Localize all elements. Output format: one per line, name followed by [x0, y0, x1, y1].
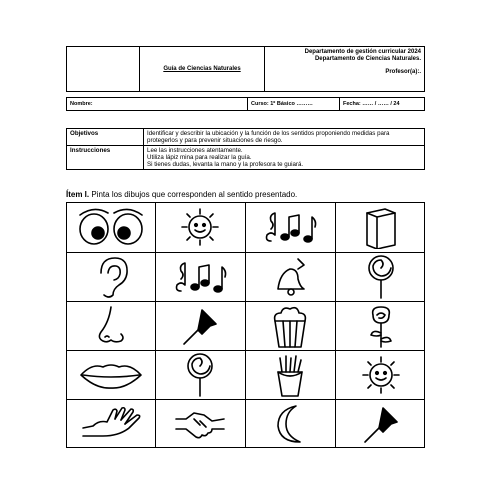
- option-cell[interactable]: [245, 351, 335, 399]
- column-divider: [245, 351, 246, 399]
- table-row: [67, 252, 424, 301]
- ear-icon: [91, 255, 131, 299]
- option-cell[interactable]: [335, 253, 426, 301]
- option-cell[interactable]: [335, 302, 426, 350]
- hand-icon: [79, 406, 143, 442]
- sense-cell: [67, 400, 155, 448]
- item-title: [66, 190, 297, 199]
- column-divider: [155, 203, 156, 252]
- column-divider: [155, 400, 156, 448]
- instruction-line-1: Lee las instrucciones atentamente.: [147, 147, 243, 154]
- column-divider: [245, 253, 246, 301]
- nose-icon: [91, 304, 131, 348]
- lips-icon: [78, 359, 144, 391]
- column-divider: [245, 302, 246, 350]
- pushpin-icon: [361, 404, 401, 444]
- course-field[interactable]: Curso: 1º Básico ………: [248, 98, 340, 111]
- instructions-label: Instrucciones: [67, 146, 144, 170]
- objectives-table: [66, 128, 425, 170]
- teacher-label: Profesor(a):.: [385, 69, 421, 75]
- column-divider: [335, 302, 336, 350]
- sense-cell: [67, 253, 155, 301]
- picture-grid: [66, 202, 425, 448]
- name-field[interactable]: Nombre:: [67, 98, 248, 111]
- table-row: [67, 350, 424, 399]
- school-logo-cell: [67, 47, 140, 92]
- instruction-line-2: Utiliza lápiz mina para realizar la guía.: [147, 154, 252, 161]
- sense-cell: [67, 203, 155, 251]
- instruction-line-3: Si tienes dudas, levanta la mano y la profesora te guiará.: [147, 161, 304, 168]
- lollipop-icon: [182, 352, 218, 398]
- option-cell[interactable]: [155, 203, 245, 251]
- column-divider: [155, 302, 156, 350]
- sun-icon: [176, 205, 224, 249]
- eyes-icon: [76, 207, 146, 247]
- option-cell[interactable]: [155, 302, 245, 350]
- column-divider: [155, 351, 156, 399]
- rose-icon: [363, 303, 399, 349]
- instructions-text: [144, 146, 425, 170]
- lollipop-icon: [363, 254, 399, 300]
- option-cell[interactable]: [335, 400, 426, 448]
- column-divider: [335, 400, 336, 448]
- option-cell[interactable]: [155, 351, 245, 399]
- table-row: [67, 399, 424, 448]
- column-divider: [335, 351, 336, 399]
- student-info-table: [66, 97, 425, 111]
- option-cell[interactable]: [335, 203, 426, 251]
- book-icon: [361, 205, 401, 249]
- popcorn-icon: [267, 303, 313, 349]
- table-row: [67, 203, 424, 252]
- option-cell[interactable]: [155, 253, 245, 301]
- column-divider: [335, 203, 336, 252]
- column-divider: [335, 253, 336, 301]
- guide-title: Guía de Ciencias Naturales: [140, 47, 265, 92]
- option-cell[interactable]: [155, 400, 245, 448]
- handshake-icon: [172, 405, 228, 443]
- moon-icon: [270, 402, 310, 446]
- sense-cell: [67, 302, 155, 350]
- sun-icon: [357, 353, 405, 397]
- music-notes-icon: [261, 207, 319, 247]
- department-info: [265, 47, 425, 92]
- header-table: [66, 46, 425, 92]
- option-cell[interactable]: [245, 253, 335, 301]
- item-number: Ítem I.: [66, 190, 90, 199]
- column-divider: [245, 400, 246, 448]
- music-notes-icon: [171, 257, 229, 297]
- department-line-2: Departamento de Ciencias Naturales.: [314, 56, 421, 62]
- item-instruction: Pinta los dibujos que corresponden al sentido presentado.: [91, 190, 298, 199]
- pushpin-icon: [180, 306, 220, 346]
- date-field[interactable]: Fecha: …… / …… / 24: [340, 98, 425, 111]
- option-cell[interactable]: [245, 302, 335, 350]
- option-cell[interactable]: [335, 351, 426, 399]
- objectives-label: Objetivos: [67, 129, 144, 146]
- option-cell[interactable]: [245, 400, 335, 448]
- table-row: [67, 301, 424, 350]
- column-divider: [245, 203, 246, 252]
- sense-cell: [67, 351, 155, 399]
- french-fries-icon: [270, 352, 310, 398]
- objectives-text: Identificar y describir la ubicación y la función de los sentidos proponiendo medidas para protegerlos y para prevenir situaciones de riesgo.: [144, 129, 425, 146]
- option-cell[interactable]: [245, 203, 335, 251]
- bell-icon: [268, 255, 312, 299]
- department-line-1: Departamento de gestión curricular 2024: [304, 49, 421, 55]
- column-divider: [155, 253, 156, 301]
